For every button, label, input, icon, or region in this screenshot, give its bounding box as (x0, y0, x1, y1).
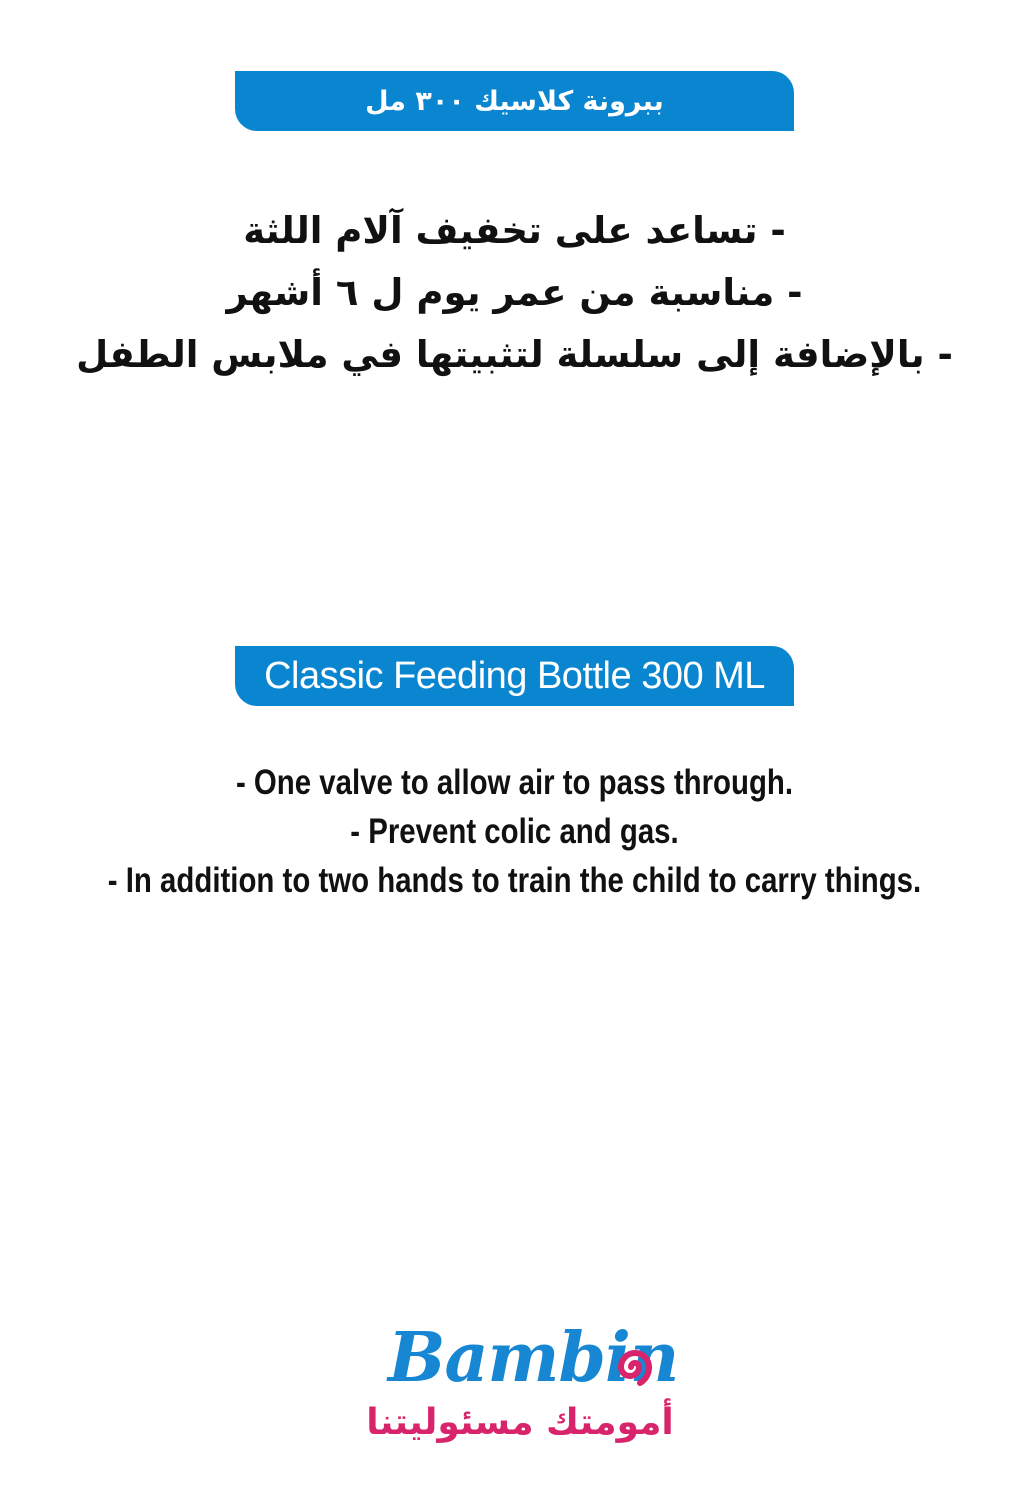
arabic-title-banner (235, 71, 794, 131)
logo-tagline: أمومتك مسئوليتنا (366, 1402, 674, 1443)
english-feature-item: - Prevent colic and gas. (350, 812, 679, 851)
bambino-logo (330, 1318, 710, 1458)
english-feature-item: - One valve to allow air to pass through. (235, 763, 794, 802)
arabic-feature-item: - تساعد على تخفيف آلام اللثة (243, 209, 786, 252)
english-title-banner (235, 646, 794, 706)
arabic-feature-item: - بالإضافة إلى سلسلة لتثبيتها في ملابس الطفل (76, 333, 953, 376)
english-feature-item: - In addition to two hands to train the child to carry things. (107, 861, 922, 900)
english-title-text: Classic Feeding Bottle 300 ML (264, 654, 765, 697)
arabic-feature-list (0, 200, 1029, 386)
arabic-feature-item: - مناسبة من عمر يوم ل ٦ أشهر (226, 271, 803, 314)
swirl-icon (606, 1342, 664, 1392)
english-feature-list (0, 758, 1029, 905)
logo-wordmark: Bambin (388, 1318, 679, 1398)
arabic-title-text: ببرونة كلاسيك ٣٠٠ مل (365, 85, 664, 117)
